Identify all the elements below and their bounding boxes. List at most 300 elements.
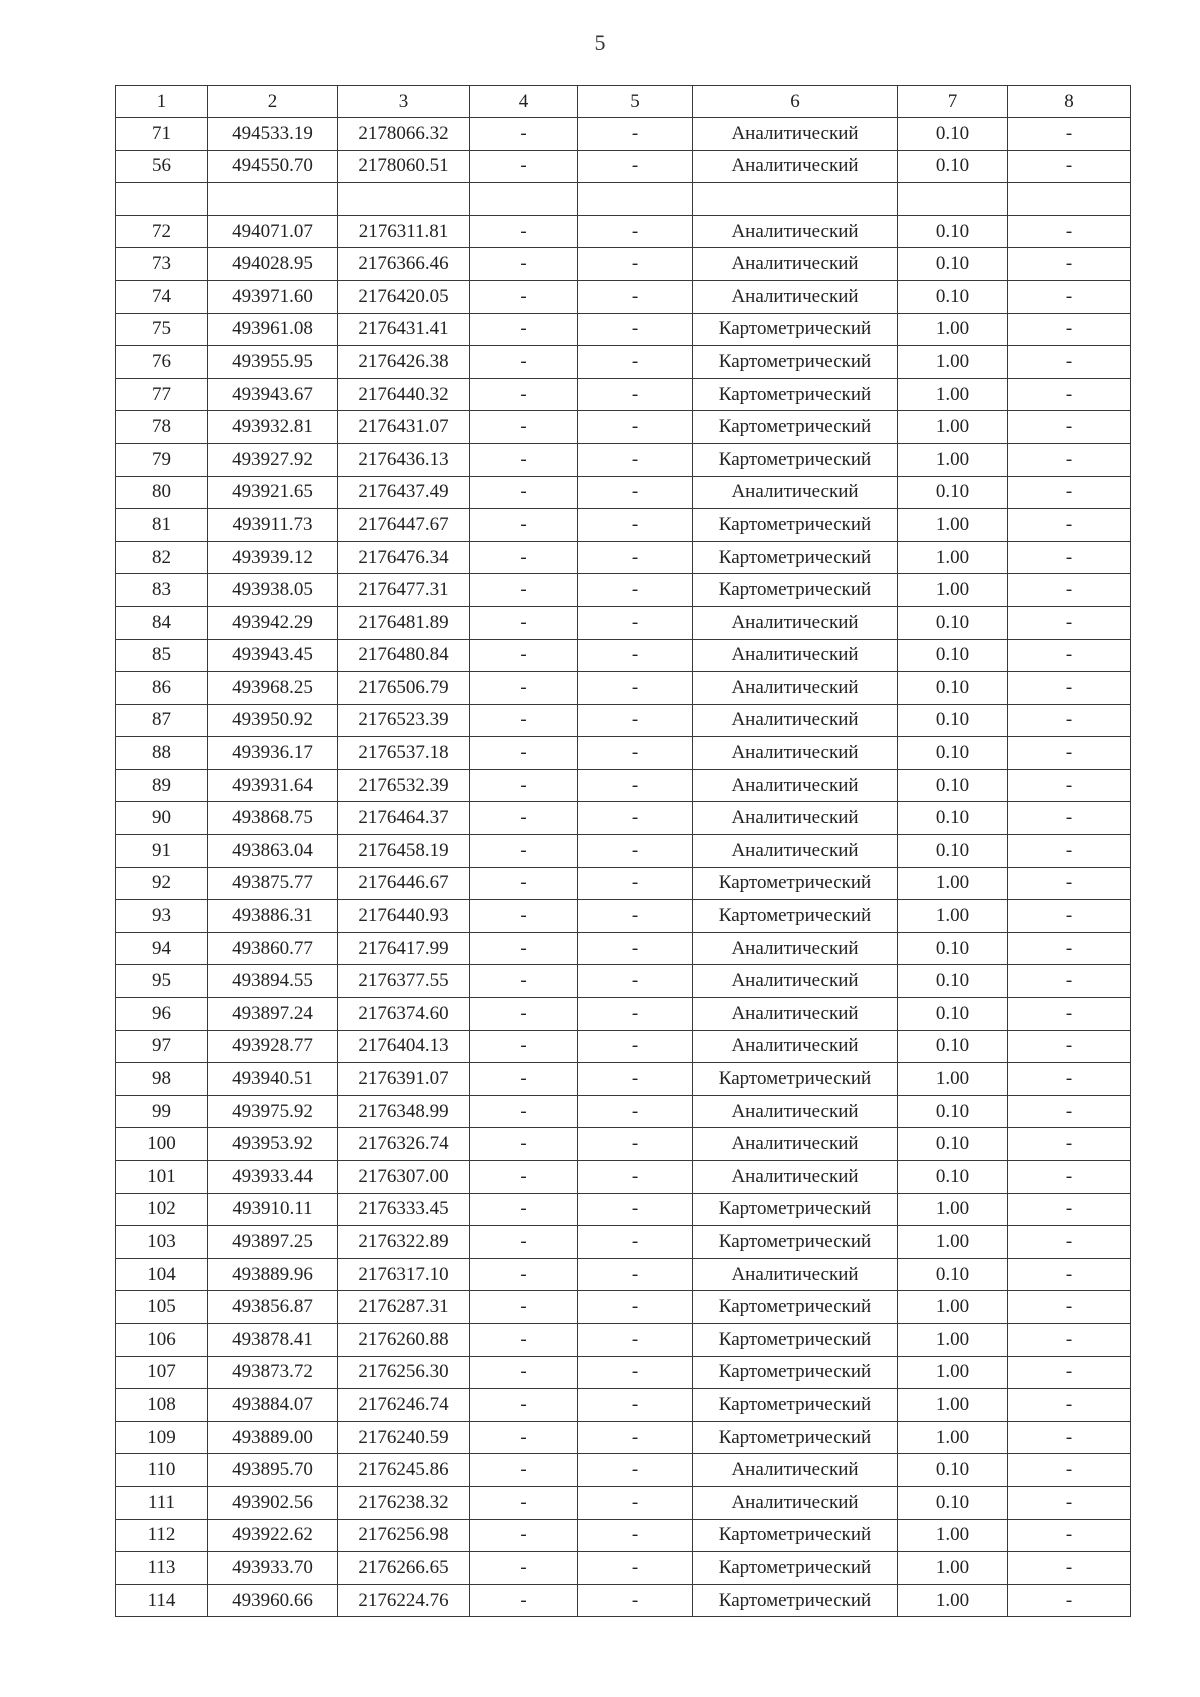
cell-col-5: -: [578, 411, 693, 444]
cell-x-coordinate: 493897.25: [208, 1226, 338, 1259]
table-row: [116, 672, 1131, 705]
cell-x-coordinate: 493889.00: [208, 1421, 338, 1454]
cell-method: Аналитический: [693, 672, 898, 705]
cell-col-5: -: [578, 1161, 693, 1194]
cell-y-coordinate: 2176440.93: [338, 900, 470, 933]
cell-col-5: -: [578, 1454, 693, 1487]
cell-col-8: -: [1008, 215, 1131, 248]
cell-method: Картометрический: [693, 313, 898, 346]
cell-accuracy: 0.10: [898, 1454, 1008, 1487]
cell-x-coordinate: 493875.77: [208, 867, 338, 900]
cell-col-5: -: [578, 346, 693, 379]
cell-y-coordinate: 2176260.88: [338, 1323, 470, 1356]
cell-col-8: -: [1008, 1552, 1131, 1585]
cell-y-coordinate: 2176307.00: [338, 1161, 470, 1194]
cell-method: Аналитический: [693, 1030, 898, 1063]
cell-col-8: -: [1008, 965, 1131, 998]
cell-col-4: -: [470, 313, 578, 346]
cell-col-8: -: [1008, 932, 1131, 965]
cell-col-8: -: [1008, 1519, 1131, 1552]
table-row: [116, 313, 1131, 346]
cell-method: Аналитический: [693, 1258, 898, 1291]
cell-col-4: -: [470, 1291, 578, 1324]
cell-col-8: -: [1008, 1584, 1131, 1617]
cell-x-coordinate: 493961.08: [208, 313, 338, 346]
cell-col-8: -: [1008, 1095, 1131, 1128]
table-row: [116, 1030, 1131, 1063]
cell-method: Аналитический: [693, 476, 898, 509]
cell-x-coordinate: 493897.24: [208, 998, 338, 1031]
table-row: [116, 541, 1131, 574]
cell-col-8: -: [1008, 248, 1131, 281]
cell-col-8: -: [1008, 867, 1131, 900]
cell-x-coordinate: 493922.62: [208, 1519, 338, 1552]
cell-y-coordinate: 2176476.34: [338, 541, 470, 574]
cell-point-number: 110: [116, 1454, 208, 1487]
table-row: [116, 900, 1131, 933]
cell-y-coordinate: 2176326.74: [338, 1128, 470, 1161]
cell-y-coordinate: 2176537.18: [338, 737, 470, 770]
cell-method: Картометрический: [693, 1193, 898, 1226]
table-row: [116, 1161, 1131, 1194]
cell-col-8: -: [1008, 672, 1131, 705]
cell-col-4: -: [470, 1258, 578, 1291]
cell-accuracy: 0.10: [898, 1486, 1008, 1519]
cell-point-number: 89: [116, 769, 208, 802]
cell-x-coordinate: 493886.31: [208, 900, 338, 933]
table-row: [116, 215, 1131, 248]
cell-col-5: -: [578, 737, 693, 770]
table-row: [116, 1584, 1131, 1617]
cell-method: Картометрический: [693, 509, 898, 542]
cell-method: Картометрический: [693, 1291, 898, 1324]
cell-accuracy: 1.00: [898, 900, 1008, 933]
cell-col-5: -: [578, 118, 693, 151]
coordinates-table: [115, 85, 1131, 1617]
cell-accuracy: 1.00: [898, 1552, 1008, 1585]
cell-x-coordinate: 493936.17: [208, 737, 338, 770]
table-row: [116, 932, 1131, 965]
cell-col-5: -: [578, 313, 693, 346]
cell-col-4: -: [470, 1161, 578, 1194]
column-header-5: 5: [578, 86, 693, 118]
cell-point-number: 82: [116, 541, 208, 574]
cell-x-coordinate: 493878.41: [208, 1323, 338, 1356]
cell-col-5: -: [578, 672, 693, 705]
cell-method: Аналитический: [693, 639, 898, 672]
cell-method: Картометрический: [693, 867, 898, 900]
cell-x-coordinate: 493860.77: [208, 932, 338, 965]
cell-col-8: -: [1008, 1030, 1131, 1063]
cell-col-8: -: [1008, 1454, 1131, 1487]
cell-col-8: -: [1008, 443, 1131, 476]
cell-col-4: -: [470, 443, 578, 476]
cell-x-coordinate: 493928.77: [208, 1030, 338, 1063]
cell-x-coordinate: 493910.11: [208, 1193, 338, 1226]
cell-point-number: 88: [116, 737, 208, 770]
cell-method: Аналитический: [693, 606, 898, 639]
cell-col-4: -: [470, 998, 578, 1031]
table-row: [116, 802, 1131, 835]
cell-y-coordinate: 2176506.79: [338, 672, 470, 705]
column-header-8: 8: [1008, 86, 1131, 118]
cell-col-8: -: [1008, 1128, 1131, 1161]
cell-col-5: -: [578, 215, 693, 248]
cell-y-coordinate: 2176447.67: [338, 509, 470, 542]
cell-x-coordinate: 494550.70: [208, 150, 338, 183]
cell-method: Аналитический: [693, 1161, 898, 1194]
cell-accuracy: 0.10: [898, 1161, 1008, 1194]
table-row: [116, 1454, 1131, 1487]
cell-accuracy: 0.10: [898, 150, 1008, 183]
cell-x-coordinate: [208, 183, 338, 216]
cell-col-4: -: [470, 1454, 578, 1487]
cell-y-coordinate: 2176464.37: [338, 802, 470, 835]
cell-col-4: -: [470, 965, 578, 998]
cell-col-8: -: [1008, 998, 1131, 1031]
cell-method: Аналитический: [693, 1128, 898, 1161]
cell-point-number: 108: [116, 1389, 208, 1422]
cell-col-5: -: [578, 1226, 693, 1259]
cell-accuracy: 1.00: [898, 1063, 1008, 1096]
cell-col-5: -: [578, 900, 693, 933]
cell-method: Картометрический: [693, 1519, 898, 1552]
cell-x-coordinate: 493895.70: [208, 1454, 338, 1487]
cell-col-5: -: [578, 1291, 693, 1324]
cell-point-number: 75: [116, 313, 208, 346]
cell-col-5: -: [578, 574, 693, 607]
cell-col-8: -: [1008, 1356, 1131, 1389]
cell-x-coordinate: 493968.25: [208, 672, 338, 705]
cell-y-coordinate: 2176417.99: [338, 932, 470, 965]
table-row: [116, 574, 1131, 607]
cell-col-8: -: [1008, 1291, 1131, 1324]
table-row: [116, 118, 1131, 151]
cell-x-coordinate: 493873.72: [208, 1356, 338, 1389]
cell-col-5: -: [578, 639, 693, 672]
cell-x-coordinate: 493939.12: [208, 541, 338, 574]
cell-point-number: 80: [116, 476, 208, 509]
table-row: [116, 1095, 1131, 1128]
cell-x-coordinate: 493943.67: [208, 378, 338, 411]
cell-y-coordinate: 2176311.81: [338, 215, 470, 248]
cell-accuracy: 0.10: [898, 802, 1008, 835]
cell-point-number: 109: [116, 1421, 208, 1454]
cell-col-4: -: [470, 1552, 578, 1585]
cell-accuracy: 1.00: [898, 1519, 1008, 1552]
cell-col-5: -: [578, 248, 693, 281]
cell-method: Картометрический: [693, 346, 898, 379]
cell-point-number: 96: [116, 998, 208, 1031]
cell-col-8: -: [1008, 118, 1131, 151]
cell-col-4: -: [470, 248, 578, 281]
cell-method: [693, 183, 898, 216]
table-row: [116, 1421, 1131, 1454]
cell-col-5: -: [578, 1584, 693, 1617]
cell-method: Картометрический: [693, 541, 898, 574]
cell-col-4: -: [470, 737, 578, 770]
cell-accuracy: 0.10: [898, 280, 1008, 313]
cell-method: Картометрический: [693, 1356, 898, 1389]
cell-col-4: -: [470, 1389, 578, 1422]
table-row: [116, 1063, 1131, 1096]
cell-col-8: -: [1008, 574, 1131, 607]
cell-col-5: -: [578, 1486, 693, 1519]
cell-col-4: -: [470, 280, 578, 313]
cell-col-5: -: [578, 150, 693, 183]
cell-col-5: -: [578, 1356, 693, 1389]
cell-y-coordinate: 2176404.13: [338, 1030, 470, 1063]
table-row: [116, 737, 1131, 770]
cell-point-number: 86: [116, 672, 208, 705]
cell-point-number: 77: [116, 378, 208, 411]
column-header-1: 1: [116, 86, 208, 118]
cell-col-5: -: [578, 280, 693, 313]
cell-col-8: -: [1008, 1063, 1131, 1096]
cell-point-number: 90: [116, 802, 208, 835]
cell-y-coordinate: 2176391.07: [338, 1063, 470, 1096]
cell-y-coordinate: 2176480.84: [338, 639, 470, 672]
table-header-row: [116, 86, 1131, 118]
cell-accuracy: 0.10: [898, 965, 1008, 998]
table-row: [116, 443, 1131, 476]
table-row: [116, 1193, 1131, 1226]
cell-col-8: -: [1008, 704, 1131, 737]
cell-y-coordinate: 2176374.60: [338, 998, 470, 1031]
cell-x-coordinate: 493856.87: [208, 1291, 338, 1324]
cell-y-coordinate: 2176477.31: [338, 574, 470, 607]
cell-y-coordinate: 2176431.07: [338, 411, 470, 444]
cell-y-coordinate: 2176523.39: [338, 704, 470, 737]
cell-method: Аналитический: [693, 769, 898, 802]
cell-accuracy: 0.10: [898, 998, 1008, 1031]
cell-point-number: 105: [116, 1291, 208, 1324]
cell-accuracy: 0.10: [898, 737, 1008, 770]
table-row: [116, 867, 1131, 900]
cell-col-5: -: [578, 1389, 693, 1422]
column-header-3: 3: [338, 86, 470, 118]
cell-col-5: -: [578, 932, 693, 965]
cell-col-4: -: [470, 1095, 578, 1128]
cell-x-coordinate: 493894.55: [208, 965, 338, 998]
cell-col-4: -: [470, 1128, 578, 1161]
cell-accuracy: [898, 183, 1008, 216]
cell-point-number: 111: [116, 1486, 208, 1519]
cell-col-8: -: [1008, 639, 1131, 672]
cell-col-5: -: [578, 835, 693, 868]
cell-method: Аналитический: [693, 150, 898, 183]
table-row: [116, 183, 1131, 216]
table-row: [116, 998, 1131, 1031]
table-row: [116, 1226, 1131, 1259]
cell-y-coordinate: 2176481.89: [338, 606, 470, 639]
cell-point-number: 99: [116, 1095, 208, 1128]
cell-accuracy: 0.10: [898, 1258, 1008, 1291]
table-row: [116, 411, 1131, 444]
cell-method: Аналитический: [693, 215, 898, 248]
cell-x-coordinate: 493863.04: [208, 835, 338, 868]
cell-method: Аналитический: [693, 1454, 898, 1487]
cell-accuracy: 1.00: [898, 1226, 1008, 1259]
cell-col-5: -: [578, 1258, 693, 1291]
cell-y-coordinate: 2176256.30: [338, 1356, 470, 1389]
table-row: [116, 639, 1131, 672]
cell-accuracy: 1.00: [898, 867, 1008, 900]
cell-col-4: -: [470, 1421, 578, 1454]
cell-col-5: -: [578, 769, 693, 802]
table-row: [116, 476, 1131, 509]
cell-col-8: -: [1008, 346, 1131, 379]
cell-col-4: -: [470, 1519, 578, 1552]
cell-y-coordinate: [338, 183, 470, 216]
cell-x-coordinate: 493932.81: [208, 411, 338, 444]
cell-method: Аналитический: [693, 248, 898, 281]
cell-point-number: 100: [116, 1128, 208, 1161]
cell-col-4: -: [470, 118, 578, 151]
cell-point-number: 87: [116, 704, 208, 737]
cell-accuracy: 1.00: [898, 1291, 1008, 1324]
cell-accuracy: 1.00: [898, 574, 1008, 607]
cell-col-5: -: [578, 998, 693, 1031]
table-row: [116, 280, 1131, 313]
cell-y-coordinate: 2176245.86: [338, 1454, 470, 1487]
cell-col-8: -: [1008, 1421, 1131, 1454]
cell-accuracy: 1.00: [898, 443, 1008, 476]
cell-col-5: -: [578, 1095, 693, 1128]
cell-col-5: -: [578, 541, 693, 574]
cell-col-5: -: [578, 1552, 693, 1585]
cell-method: Картометрический: [693, 411, 898, 444]
table-row: [116, 835, 1131, 868]
cell-x-coordinate: 493971.60: [208, 280, 338, 313]
cell-point-number: 71: [116, 118, 208, 151]
cell-col-4: -: [470, 704, 578, 737]
cell-point-number: 104: [116, 1258, 208, 1291]
cell-accuracy: 0.10: [898, 248, 1008, 281]
cell-accuracy: 0.10: [898, 639, 1008, 672]
table-row: [116, 509, 1131, 542]
cell-y-coordinate: 2176240.59: [338, 1421, 470, 1454]
cell-col-5: [578, 183, 693, 216]
table-row: [116, 606, 1131, 639]
cell-accuracy: 1.00: [898, 541, 1008, 574]
cell-col-8: -: [1008, 150, 1131, 183]
cell-method: Аналитический: [693, 1486, 898, 1519]
cell-accuracy: 0.10: [898, 1128, 1008, 1161]
cell-point-number: 84: [116, 606, 208, 639]
cell-point-number: [116, 183, 208, 216]
cell-y-coordinate: 2176333.45: [338, 1193, 470, 1226]
cell-x-coordinate: 493938.05: [208, 574, 338, 607]
cell-method: Картометрический: [693, 1063, 898, 1096]
table-row: [116, 704, 1131, 737]
cell-point-number: 107: [116, 1356, 208, 1389]
cell-accuracy: 1.00: [898, 411, 1008, 444]
cell-col-8: -: [1008, 802, 1131, 835]
cell-y-coordinate: 2176348.99: [338, 1095, 470, 1128]
cell-col-8: -: [1008, 313, 1131, 346]
cell-col-4: -: [470, 932, 578, 965]
cell-col-4: -: [470, 1063, 578, 1096]
cell-col-4: -: [470, 606, 578, 639]
cell-col-4: -: [470, 1226, 578, 1259]
cell-y-coordinate: 2176440.32: [338, 378, 470, 411]
cell-y-coordinate: 2176377.55: [338, 965, 470, 998]
cell-col-8: -: [1008, 509, 1131, 542]
cell-x-coordinate: 493868.75: [208, 802, 338, 835]
cell-col-5: -: [578, 1063, 693, 1096]
cell-col-8: -: [1008, 835, 1131, 868]
cell-method: Аналитический: [693, 802, 898, 835]
cell-accuracy: 1.00: [898, 509, 1008, 542]
cell-point-number: 56: [116, 150, 208, 183]
cell-method: Аналитический: [693, 932, 898, 965]
cell-x-coordinate: 493884.07: [208, 1389, 338, 1422]
cell-col-4: -: [470, 215, 578, 248]
cell-x-coordinate: 493942.29: [208, 606, 338, 639]
cell-accuracy: 1.00: [898, 378, 1008, 411]
cell-col-8: -: [1008, 1486, 1131, 1519]
cell-method: Аналитический: [693, 118, 898, 151]
table-row: [116, 1323, 1131, 1356]
cell-col-5: -: [578, 606, 693, 639]
cell-col-5: -: [578, 443, 693, 476]
cell-col-5: -: [578, 1519, 693, 1552]
cell-point-number: 98: [116, 1063, 208, 1096]
cell-y-coordinate: 2176246.74: [338, 1389, 470, 1422]
cell-col-8: -: [1008, 476, 1131, 509]
cell-point-number: 78: [116, 411, 208, 444]
column-header-2: 2: [208, 86, 338, 118]
cell-method: Картометрический: [693, 1584, 898, 1617]
cell-x-coordinate: 493975.92: [208, 1095, 338, 1128]
cell-col-5: -: [578, 1030, 693, 1063]
cell-method: Аналитический: [693, 998, 898, 1031]
cell-accuracy: 1.00: [898, 1421, 1008, 1454]
cell-accuracy: 1.00: [898, 1323, 1008, 1356]
cell-col-4: -: [470, 769, 578, 802]
cell-y-coordinate: 2176437.49: [338, 476, 470, 509]
cell-y-coordinate: 2176446.67: [338, 867, 470, 900]
cell-x-coordinate: 493940.51: [208, 1063, 338, 1096]
cell-method: Картометрический: [693, 574, 898, 607]
cell-point-number: 102: [116, 1193, 208, 1226]
cell-method: Картометрический: [693, 1552, 898, 1585]
cell-x-coordinate: 493933.70: [208, 1552, 338, 1585]
table-row: [116, 769, 1131, 802]
cell-col-8: -: [1008, 280, 1131, 313]
cell-col-4: -: [470, 639, 578, 672]
cell-col-5: -: [578, 1421, 693, 1454]
cell-method: Аналитический: [693, 1095, 898, 1128]
cell-y-coordinate: 2178066.32: [338, 118, 470, 151]
cell-y-coordinate: 2176431.41: [338, 313, 470, 346]
cell-method: Аналитический: [693, 965, 898, 998]
cell-col-8: -: [1008, 737, 1131, 770]
cell-method: Картометрический: [693, 1421, 898, 1454]
cell-col-4: -: [470, 1486, 578, 1519]
cell-method: Аналитический: [693, 737, 898, 770]
cell-y-coordinate: 2176366.46: [338, 248, 470, 281]
cell-accuracy: 0.10: [898, 704, 1008, 737]
cell-accuracy: 0.10: [898, 606, 1008, 639]
page-number: 5: [594, 30, 606, 55]
cell-col-5: -: [578, 704, 693, 737]
cell-x-coordinate: 494533.19: [208, 118, 338, 151]
cell-accuracy: 1.00: [898, 1584, 1008, 1617]
cell-accuracy: 1.00: [898, 346, 1008, 379]
cell-col-4: -: [470, 1323, 578, 1356]
